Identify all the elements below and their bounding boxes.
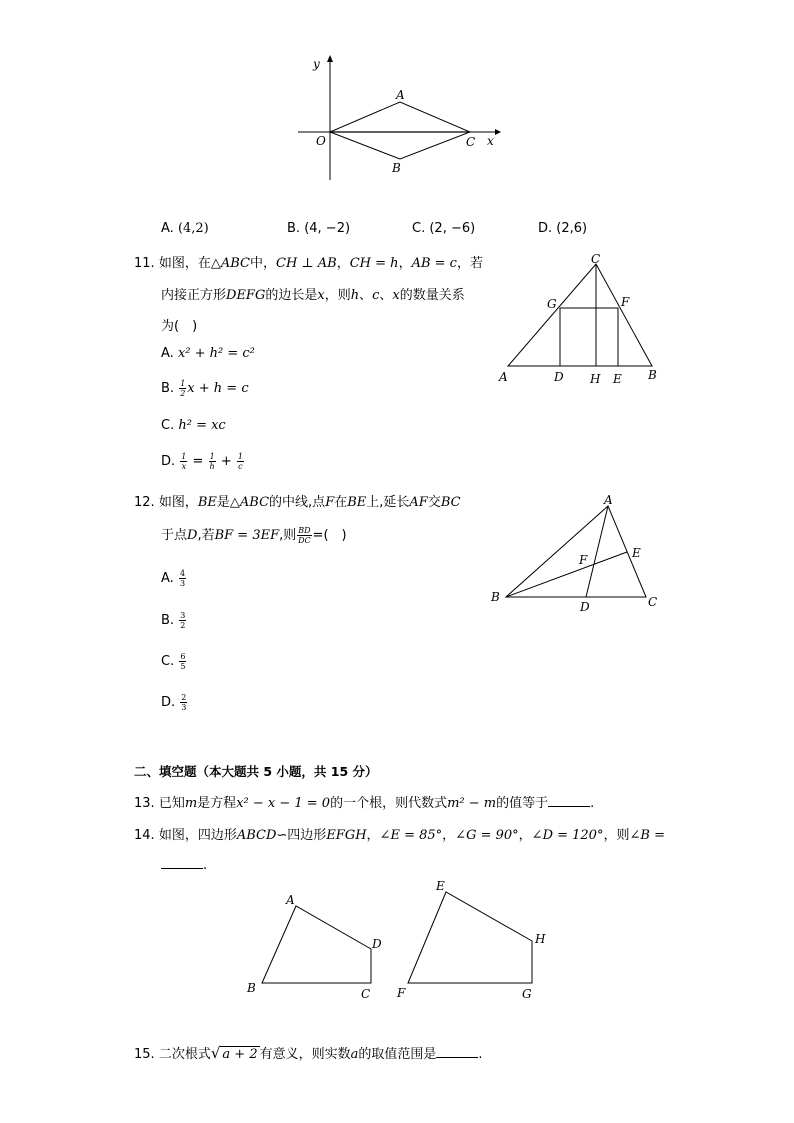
label-F: F	[397, 986, 406, 1000]
q10-option-a[interactable]	[161, 221, 209, 236]
q15-text: .	[478, 1047, 483, 1062]
q15-text: 的取值范围是	[358, 1047, 437, 1062]
math: CH = h	[349, 256, 399, 271]
label-B: B	[648, 368, 657, 382]
numerator: 2	[181, 693, 187, 702]
q11-line-1	[134, 252, 483, 271]
math: BF = 3EF	[214, 528, 280, 543]
numerator: 1	[209, 452, 215, 461]
q15-text: 二次根式	[158, 1047, 211, 1062]
q11-option-c[interactable]	[161, 418, 226, 433]
q10-coordinate-figure	[290, 52, 505, 187]
q12-text: ,则	[279, 528, 297, 543]
label-D: D	[372, 937, 382, 951]
math: m² − m	[447, 796, 497, 811]
math: AB = c	[411, 256, 457, 271]
option-text: (4,2)	[177, 221, 209, 236]
label-C: C	[466, 135, 476, 149]
q13-line	[134, 792, 594, 811]
q12-text: 在	[334, 495, 348, 510]
math: D	[187, 528, 198, 543]
option-key: B.	[161, 381, 175, 396]
x-axis-arrow	[495, 129, 501, 135]
fraction	[179, 379, 186, 398]
option-key: A.	[161, 221, 174, 236]
math: AF	[409, 495, 428, 510]
q11-line-3	[161, 315, 197, 334]
option-key: B.	[287, 221, 301, 236]
q12-text: =( )	[312, 528, 347, 543]
sqrt-icon: √	[210, 1044, 221, 1062]
operator: +	[220, 454, 232, 469]
q13-text: 已知	[158, 796, 185, 811]
q10-option-d[interactable]	[538, 221, 587, 236]
option-text: (2, −6)	[429, 221, 476, 236]
fraction	[180, 452, 187, 471]
math: BC	[440, 495, 461, 510]
fraction	[179, 652, 186, 671]
math: ∠E = 85°	[379, 828, 443, 843]
segment-AD	[586, 506, 608, 597]
label-E: E	[632, 546, 641, 560]
denominator: DC	[298, 536, 311, 545]
denominator: 3	[179, 579, 186, 588]
fraction-BD-DC	[297, 526, 311, 545]
q11-text: 的边长是	[265, 288, 318, 303]
math: h	[350, 288, 360, 303]
fraction	[179, 569, 186, 588]
option-key: D.	[538, 221, 553, 236]
label-G: G	[522, 987, 532, 1001]
option-text: x + h = c	[187, 381, 249, 396]
math: ∠B =	[629, 828, 665, 843]
numerator: 1	[237, 452, 243, 461]
q15-text: 有意义，则实数	[259, 1047, 351, 1062]
radicand: a + 2	[222, 1047, 258, 1062]
q12-line-2	[161, 524, 347, 545]
label-F: F	[579, 553, 588, 567]
math: x² − x − 1 = 0	[236, 796, 331, 811]
q14-text: 如图，四边形	[158, 828, 237, 843]
math: x	[392, 288, 400, 303]
math: BE	[347, 495, 367, 510]
math: F	[325, 495, 335, 510]
q11-text: 、	[359, 288, 373, 303]
question-number: 13.	[134, 796, 155, 811]
fraction	[180, 693, 187, 712]
denominator: 5	[180, 662, 186, 671]
q11-text: ，若	[456, 256, 483, 271]
numerator: 4	[179, 569, 186, 578]
answer-blank[interactable]	[436, 1045, 478, 1058]
q11-text: 的数量关系	[399, 288, 465, 303]
q11-option-d[interactable]	[161, 452, 245, 471]
q12-line-1	[134, 491, 461, 510]
math: DEFG	[226, 288, 266, 303]
label-A: A	[499, 370, 508, 384]
q10-option-b[interactable]	[287, 221, 350, 236]
q14-line-2	[161, 856, 207, 873]
q13-text: 是方程	[197, 796, 237, 811]
option-text: h² = xc	[178, 418, 226, 433]
label-D: D	[554, 370, 564, 384]
label-y: y	[313, 57, 320, 71]
q13-text: .	[590, 796, 595, 811]
numerator: 6	[180, 652, 186, 661]
fraction	[209, 452, 216, 471]
q12-text: 如图，	[158, 495, 198, 510]
q11-text: ，	[398, 256, 412, 271]
triangle-ABC	[508, 264, 652, 366]
triangle-ABC	[506, 506, 646, 597]
math: BE	[197, 495, 217, 510]
option-key: C.	[161, 418, 175, 433]
label-E: E	[613, 372, 622, 386]
q11-triangle-figure	[494, 250, 666, 390]
question-number: 15.	[134, 1047, 155, 1062]
label-B: B	[247, 981, 256, 995]
label-H: H	[535, 932, 546, 946]
q11-text: ，	[336, 256, 350, 271]
q14-text: ，则	[603, 828, 630, 843]
label-A: A	[396, 88, 405, 102]
q11-option-a[interactable]	[161, 346, 255, 361]
math: EFGH	[326, 828, 367, 843]
label-A: A	[604, 493, 613, 507]
numerator: BD	[298, 526, 311, 535]
q12-text: 是	[216, 495, 230, 510]
question-number: 14.	[134, 828, 155, 843]
answer-blank[interactable]	[161, 856, 203, 869]
option-text: (4, −2)	[304, 221, 351, 236]
quadrilateral-ABCD	[262, 906, 371, 983]
option-key: C.	[161, 654, 175, 669]
label-D: D	[580, 600, 590, 614]
option-key: D.	[161, 454, 176, 469]
q12-option-d[interactable]	[161, 693, 188, 712]
option-key: A.	[161, 346, 174, 361]
q14-quadrilateral-figures	[240, 876, 560, 1006]
label-F: F	[621, 295, 630, 309]
math: ∠D = 120°	[531, 828, 604, 843]
math: a	[350, 1047, 359, 1062]
denominator: 2	[180, 389, 186, 398]
label-O: O	[316, 134, 326, 148]
question-number: 12.	[134, 495, 155, 510]
label-G: G	[547, 297, 557, 311]
q12-option-a[interactable]	[161, 569, 187, 588]
q13-text: 的值等于	[496, 796, 549, 811]
triangle-symbol: △	[210, 256, 221, 271]
math: m	[184, 796, 198, 811]
q11-text: 中，	[249, 256, 276, 271]
denominator: x	[181, 462, 187, 471]
label-A: A	[286, 893, 295, 907]
q11-option-b[interactable]	[161, 379, 249, 398]
fraction	[237, 452, 244, 471]
label-x: x	[487, 134, 494, 148]
q12-text: 的中线,点	[269, 495, 326, 510]
label-C: C	[361, 987, 371, 1001]
math: ABC	[220, 256, 250, 271]
option-key: B.	[161, 613, 175, 628]
label-H: H	[590, 372, 601, 386]
numerator: 1	[181, 452, 187, 461]
q11-text: ，则	[324, 288, 351, 303]
math: ABC	[239, 495, 270, 510]
math: CH ⊥ AB	[276, 256, 337, 271]
q12-text: 交	[427, 495, 441, 510]
q12-option-c[interactable]	[161, 652, 187, 671]
denominator: h	[209, 462, 215, 471]
q11-text: 内接正方形	[161, 288, 227, 303]
q12-option-b[interactable]	[161, 611, 187, 630]
q14-text: ∽四边形	[276, 828, 327, 843]
quadrilateral-EFGH	[408, 892, 532, 983]
numerator: 3	[180, 611, 186, 620]
q11-text: 为( )	[161, 319, 198, 334]
triangle-symbol: △	[229, 495, 240, 510]
q12-text: 上,延长	[366, 495, 410, 510]
label-B: B	[491, 590, 500, 604]
fraction	[179, 611, 186, 630]
q11-text: 、	[379, 288, 393, 303]
q14-text: ，	[366, 828, 380, 843]
denominator: c	[238, 462, 243, 471]
numerator: 1	[180, 379, 186, 388]
q12-triangle-figure	[486, 490, 666, 618]
rhombus-OACB	[330, 102, 470, 159]
math: ABCD	[236, 828, 277, 843]
label-C: C	[591, 252, 601, 266]
median-BE	[506, 552, 627, 597]
q10-option-c[interactable]	[412, 221, 475, 236]
operator: =	[192, 454, 204, 469]
section-heading-fill-in: 二、填空题（本大题共 5 小题，共 15 分）	[134, 764, 378, 779]
square-DEFG	[560, 308, 618, 366]
option-key: C.	[412, 221, 426, 236]
q12-text: ,若	[197, 528, 215, 543]
label-C: C	[648, 595, 658, 609]
math: x	[317, 288, 325, 303]
q11-line-2	[161, 284, 465, 303]
q15-line	[134, 1043, 483, 1062]
math: c	[372, 288, 380, 303]
math: ∠G = 90°	[455, 828, 519, 843]
q14-line-1	[134, 824, 665, 843]
q14-text: ，	[442, 828, 456, 843]
denominator: 2	[180, 621, 186, 630]
q14-text: ，	[518, 828, 532, 843]
q13-text: 的一个根，则代数式	[330, 796, 448, 811]
option-key: A.	[161, 571, 174, 586]
question-number: 11.	[134, 256, 155, 271]
q14-text: .	[203, 858, 208, 873]
label-E: E	[436, 879, 445, 893]
option-key: D.	[161, 695, 176, 710]
option-text: (2,6)	[556, 221, 588, 236]
denominator: 3	[181, 703, 187, 712]
y-axis-arrow	[327, 55, 333, 62]
q12-text: 于点	[161, 528, 188, 543]
answer-blank[interactable]	[548, 794, 590, 807]
option-text: x² + h² = c²	[177, 346, 255, 361]
label-B: B	[392, 161, 401, 175]
q11-text: 如图，在	[158, 256, 211, 271]
